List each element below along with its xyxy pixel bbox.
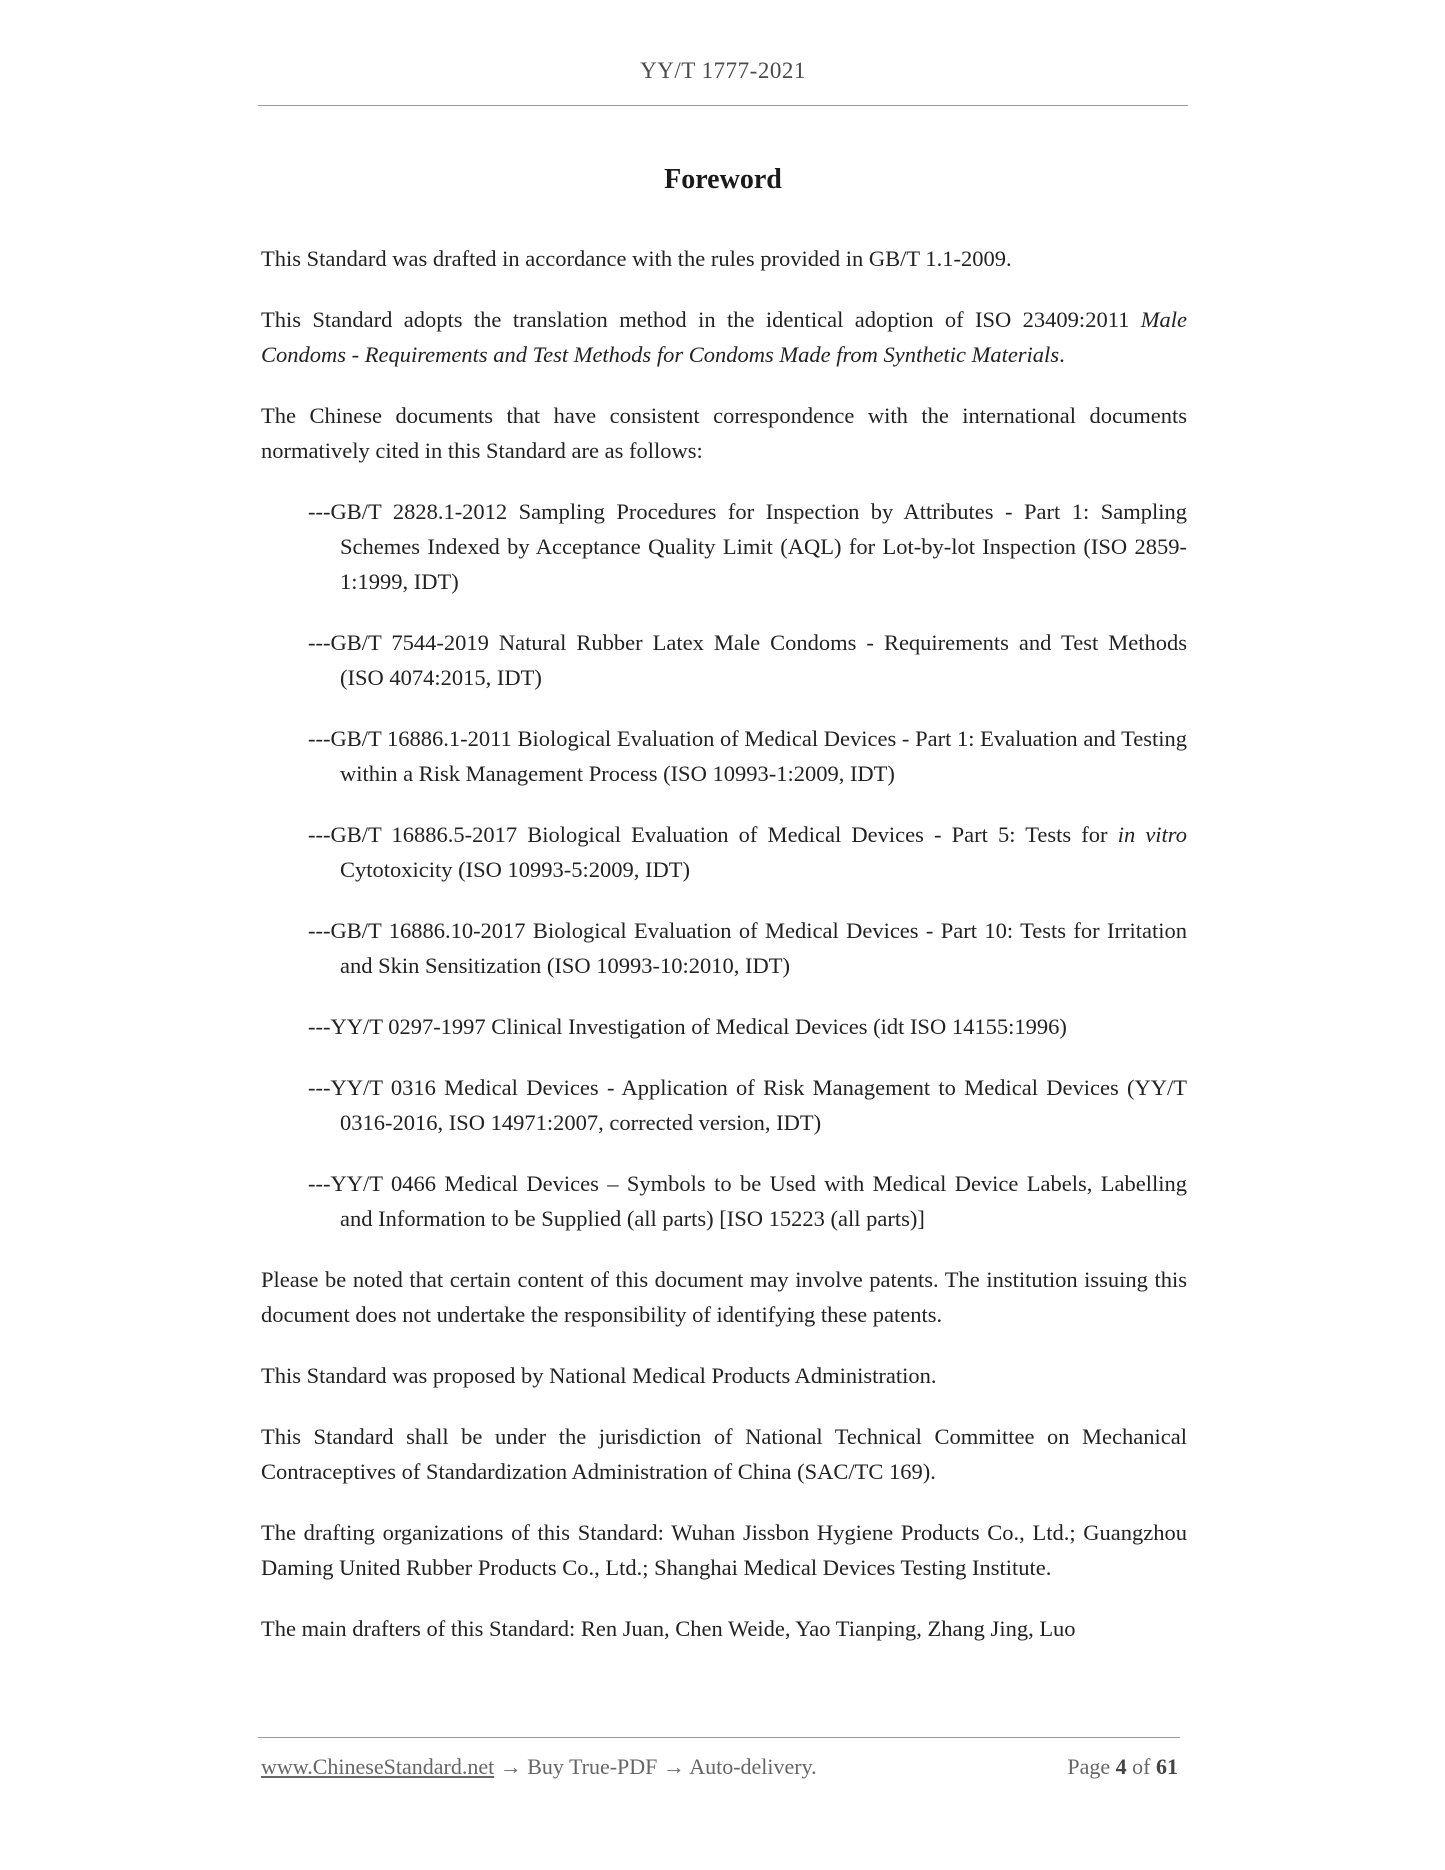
list-item: ---GB/T 16886.5-2017 Biological Evaluation of Medical Devices - Part 5: Tests for in vitro Cytotoxicity (ISO 10993-5:2009, IDT) [308, 822, 1187, 882]
adopted-standard-title: Male Condoms - Requirements and Test Methods for Condoms Made from Synthetic Materials [261, 307, 1187, 367]
footer-left [261, 1754, 817, 1780]
page-title: Foreword [664, 164, 782, 195]
paragraph-jurisdiction: This Standard shall be under the jurisdiction of National Technical Committee on Mechanical Contraceptives of Standardization Administration of China (SAC/TC 169). [261, 1424, 1187, 1484]
current-page: 4 [1115, 1754, 1127, 1779]
total-pages: 61 [1156, 1754, 1178, 1779]
list-item: ---YY/T 0297-1997 Clinical Investigation of Medical Devices (idt ISO 14155:1996) [308, 1014, 1067, 1039]
list-item: ---YY/T 0316 Medical Devices - Application of Risk Management to Medical Devices (YY/T 0316-2016, ISO 14971:2007, corrected version, IDT) [308, 1075, 1187, 1135]
list-item: ---YY/T 0466 Medical Devices – Symbols to be Used with Medical Device Labels, Labelling and Information to be Supplied (all parts) [ISO 15223 (all parts)] [308, 1171, 1187, 1231]
paragraph-main-drafters: The main drafters of this Standard: Ren Juan, Chen Weide, Yao Tianping, Zhang Jing, Luo [261, 1616, 1076, 1641]
list-item: ---GB/T 16886.1-2011 Biological Evaluation of Medical Devices - Part 1: Evaluation and Testing within a Risk Management Process (ISO 10993-1:2009, IDT) [308, 726, 1187, 786]
document-body [261, 241, 1187, 1672]
paragraph-patents: Please be noted that certain content of this document may involve patents. The institution issuing this document does not undertake the responsibility of identifying these patents. [261, 1267, 1187, 1327]
page-number: Page 4 of 61 [1067, 1754, 1178, 1779]
paragraph-cited-documents: The Chinese documents that have consistent correspondence with the international documents normatively cited in this Standard are as follows: [261, 403, 1187, 463]
header-divider [258, 105, 1188, 106]
document-header: YY/T 1777-2021 [640, 58, 806, 83]
list-item: ---GB/T 7544-2019 Natural Rubber Latex Male Condoms - Requirements and Test Methods (ISO 4074:2015, IDT) [308, 630, 1187, 690]
footer-divider [258, 1737, 1180, 1738]
list-item: ---GB/T 16886.10-2017 Biological Evaluation of Medical Devices - Part 10: Tests for Irritation and Skin Sensitization (ISO 10993-10:2010, IDT) [308, 918, 1187, 978]
page-footer [261, 1754, 1178, 1780]
paragraph-drafting-rules: This Standard was drafted in accordance with the rules provided in GB/T 1.1-2009. [261, 246, 1012, 271]
paragraph-proposed-by: This Standard was proposed by National Medical Products Administration. [261, 1363, 937, 1388]
paragraph-drafting-organizations: The drafting organizations of this Standard: Wuhan Jissbon Hygiene Products Co., Ltd.; Guangzhou Daming United Rubber Products Co., Ltd.; Shanghai Medical Devices Testing Institute. [261, 1520, 1187, 1580]
paragraph-adoption: This Standard adopts the translation method in the identical adoption of ISO 23409:2011 Male Condoms - Requirements and Test Methods for Condoms Made from Synthetic Materials. [261, 307, 1187, 367]
list-item: ---GB/T 2828.1-2012 Sampling Procedures for Inspection by Attributes - Part 1: Sampling Schemes Indexed by Acceptance Quality Limit (AQL) for Lot-by-lot Inspection (ISO 2859-1:1999, IDT) [308, 499, 1187, 594]
footer-promo: → Buy True-PDF → Auto-delivery. [494, 1754, 817, 1779]
website-link[interactable]: www.ChineseStandard.net [261, 1754, 495, 1779]
